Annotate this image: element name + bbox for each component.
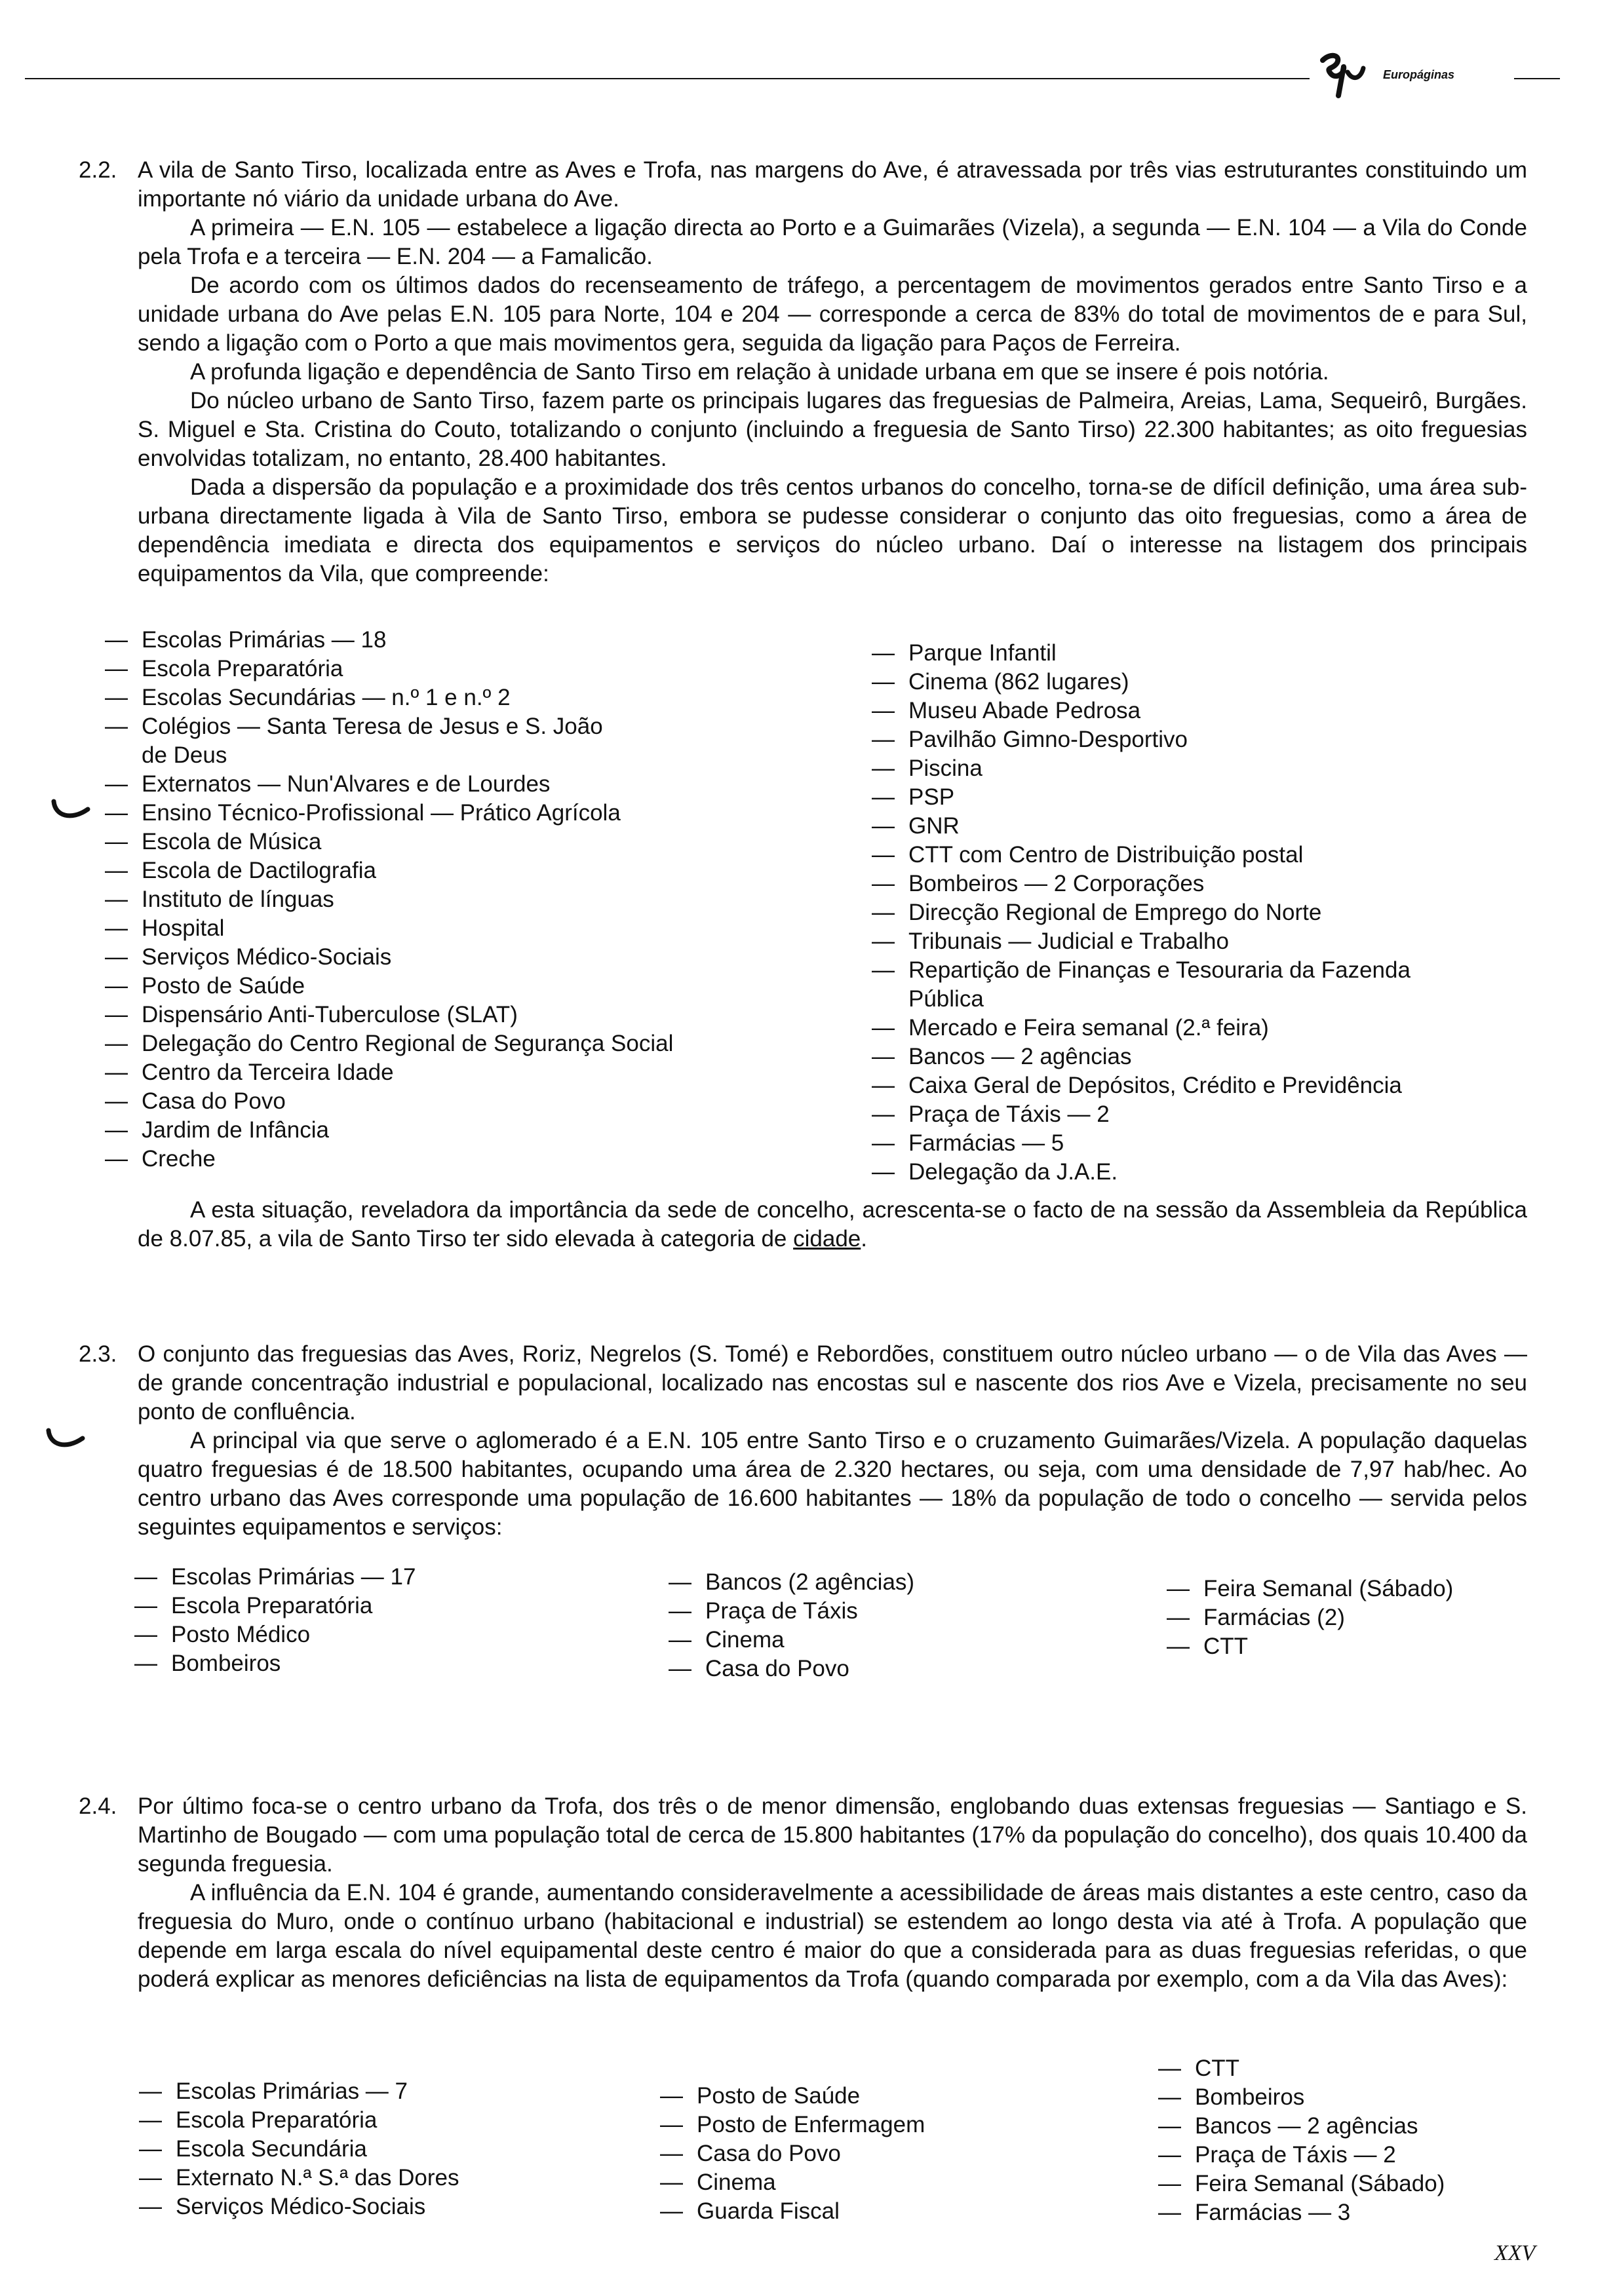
list-item: — Parque Infantil [872, 640, 1057, 666]
header-rule [25, 78, 1310, 79]
list-item: — Escola Preparatória [105, 656, 343, 681]
list-item: — Hospital [105, 915, 225, 941]
paragraph: A principal via que serve o aglomerado é a E.N. 105 entre Santo Tirso e o cruzamento Guimarães/Vizela. A população daquelas quatro freguesias é de 18.500 habitantes, ocupando uma área de 2.320 hectares, ou seja, com uma densidade de 7,97 hab/hec. Ao centro urbano das Aves corresponde uma população de 16.600 habitantes — 18% da população de todo o concelho — servida pelos seguintes equipamentos e serviços: [138, 1428, 1527, 1540]
list-item: — Colégios — Santa Teresa de Jesus e S. João [105, 714, 603, 739]
paragraph: O conjunto das freguesias das Aves, Roriz, Negrelos (S. Tomé) e Rebordões, constituem outro núcleo urbano — o de Vila das Aves — de grande concentração industrial e populacional, localizado nas encostas sul e nascente dos rios Ave e Vizela, precisamente no seu ponto de confluência. [138, 1341, 1527, 1425]
paragraph: A vila de Santo Tirso, localizada entre as Aves e Trofa, nas margens do Ave, é atravessada por três vias estruturantes constituindo um importante nó viário da unidade urbana do Ave. [138, 157, 1527, 212]
list-item: — Escola Preparatória [134, 1593, 373, 1618]
list-column [669, 1568, 914, 1683]
list-item: — Bombeiros — 2 Corporações [872, 871, 1205, 896]
list-item: — Dispensário Anti-Tuberculose (SLAT) [105, 1002, 518, 1027]
list-item: — Escola de Dactilografia [105, 858, 376, 883]
list-item: — CTT [1167, 1634, 1249, 1659]
paragraph: A profunda ligação e dependência de Santo Tirso em relação à unidade urbana em que se insere é pois notória. [190, 359, 1329, 385]
list-item: — Guarda Fiscal [660, 2198, 840, 2224]
paragraph: A influência da E.N. 104 é grande, aumentando consideravelmente a acessibilidade de áreas mais distantes a este centro, caso da freguesia do Muro, onde o contínuo urbano (habitacional e industrial) se estendem ao longo desta via até à Trofa. A população que depende em larga escala do nível equipamental deste centro é maior do que a considerada para as duas freguesias referidas, o que poderá explicar as menores deficiências na lista de equipamentos da Trofa (quando comparada por exemplo, com a da Vila das Aves): [138, 1880, 1527, 1992]
list-item: — Praça de Táxis [669, 1598, 858, 1624]
list-item: — Casa do Povo [669, 1656, 849, 1681]
section-number: 2.3. [79, 1341, 117, 1367]
list-item: — Posto de Enfermagem [660, 2112, 925, 2137]
list-item: — Tribunais — Judicial e Trabalho [872, 928, 1229, 954]
list-item: — Cinema [660, 2170, 776, 2195]
list-item: — Farmácias (2) [1167, 1605, 1345, 1630]
paragraph: Dada a dispersão da população e a proximidade dos três centos urbanos do concelho, torna-se de difícil definição, uma área sub-urbana directamente ligada à Vila de Santo Tirso, embora se pudesse considerar o conjunto das oito freguesias, como a área de dependência imediata e directa dos equipamentos e serviços do núcleo urbano. Daí o interesse na listagem dos principais equipamentos da Vila, que compreende: [138, 474, 1527, 586]
section-number: 2.4. [79, 1793, 117, 1819]
section-number: 2.2. [79, 157, 117, 183]
list-item: — Bombeiros [134, 1651, 281, 1676]
list-item: — Pavilhão Gimno-Desportivo [872, 727, 1188, 752]
list-item-continuation: Pública [908, 986, 984, 1012]
section-2-4 [79, 1792, 1527, 1994]
list-column [134, 1563, 416, 1678]
list-item: — Mercado e Feira semanal (2.ª feira) [872, 1015, 1269, 1041]
list-item: — Casa do Povo [105, 1088, 286, 1114]
list-item: — Feira Semanal (Sábado) [1158, 2171, 1445, 2196]
paragraph: Por último foca-se o centro urbano da Trofa, dos três o de menor dimensão, englobando duas extensas freguesias — Santiago e S. Martinho de Bougado — com uma população total de cerca de 15.800 habitantes (17% da população do concelho), dos quais 10.400 da segunda freguesia. [138, 1793, 1527, 1877]
list-item: — Bombeiros [1158, 2084, 1305, 2110]
list-item: — Delegação da J.A.E. [872, 1159, 1118, 1185]
section-2-2-closing [79, 1196, 1527, 1253]
list-item: — Externatos — Nun'Alvares e de Lourdes [105, 771, 551, 797]
list-item: — Delegação do Centro Regional de Segurança Social [105, 1031, 674, 1056]
list-item: — CTT [1158, 2056, 1240, 2081]
list-item: — Escola Secundária [139, 2136, 367, 2162]
list-item: — Museu Abade Pedrosa [872, 698, 1141, 723]
header-rule-tail [1514, 78, 1560, 79]
list-item: — Farmácias — 5 [872, 1130, 1064, 1156]
margin-check-mark-icon [46, 1425, 85, 1451]
list-item: — Feira Semanal (Sábado) [1167, 1576, 1454, 1601]
list-column-right [872, 639, 1411, 1187]
section-2-3 [79, 1340, 1527, 1542]
list-item: — Posto de Saúde [105, 973, 305, 999]
list-column [139, 2077, 459, 2221]
list-item: — Posto de Saúde [660, 2083, 861, 2109]
list-column [1158, 2054, 1445, 2227]
list-item: — Escolas Secundárias — n.º 1 e n.º 2 [105, 685, 511, 710]
list-item: — Caixa Geral de Depósitos, Crédito e Previdência [872, 1073, 1402, 1098]
list-item: — Bancos — 2 agências [1158, 2113, 1418, 2139]
page-number: XXV [1494, 2241, 1536, 2265]
section-2-2 [79, 156, 1527, 588]
list-item: — Repartição de Finanças e Tesouraria da Fazenda [872, 957, 1411, 983]
list-item: — Ensino Técnico-Profissional — Prático Agrícola [105, 800, 621, 826]
list-item: — PSP [872, 784, 955, 810]
list-column-left [105, 626, 673, 1174]
list-item: — Externato N.ª S.ª das Dores [139, 2165, 459, 2191]
list-item: — Casa do Povo [660, 2141, 841, 2166]
list-item: — Creche [105, 1146, 216, 1172]
list-item: — Escolas Primárias — 17 [134, 1564, 416, 1590]
list-item: — Serviços Médico-Sociais [139, 2194, 426, 2219]
list-item: — Piscina [872, 756, 983, 781]
list-item: — Serviços Médico-Sociais [105, 944, 392, 970]
list-item: — Escolas Primárias — 7 [139, 2078, 408, 2104]
list-item: — Praça de Táxis — 2 [872, 1101, 1110, 1127]
publisher-logo-icon [1311, 41, 1370, 100]
underlined-word: cidade [793, 1226, 861, 1252]
list-item: — Cinema [669, 1627, 785, 1653]
paragraph: De acordo com os últimos dados do recenseamento de tráfego, a percentagem de movimentos gerados entre Santo Tirso e a unidade urbana do Ave pelas E.N. 105 para Norte, 104 e 204 — corresponde a cerca de 83% do total de movimentos de e para Sul, sendo a ligação com o Porto a que mais movimentos gera, seguida da ligação para Paços de Ferreira. [138, 273, 1527, 356]
equipment-list-trofa [139, 2054, 1515, 2238]
paragraph: A esta situação, reveladora da importância da sede de concelho, acrescenta-se o facto de na sessão da Assembleia da República de 8.07.85, a vila de Santo Tirso ter sido elevada à categoria de cidade. [138, 1197, 1527, 1252]
list-item: — GNR [872, 813, 960, 839]
list-item: — Praça de Táxis — 2 [1158, 2142, 1396, 2168]
list-column [1167, 1575, 1453, 1661]
list-item: — Escola Preparatória [139, 2107, 378, 2133]
brand-name: Europáginas [1383, 68, 1455, 81]
list-item: — Bancos — 2 agências [872, 1044, 1132, 1069]
list-item: — Escola de Música [105, 829, 322, 854]
paragraph: A primeira — E.N. 105 — estabelece a ligação directa ao Porto e a Guimarães (Vizela), a segunda — E.N. 104 — a Vila do Conde pela Trofa e a terceira — E.N. 204 — a Famalicão. [138, 215, 1527, 269]
list-item: — CTT com Centro de Distribuição postal [872, 842, 1304, 868]
list-item: — Farmácias — 3 [1158, 2200, 1351, 2225]
paragraph: Do núcleo urbano de Santo Tirso, fazem parte os principais lugares das freguesias de Palmeira, Areias, Lama, Sequeirô, Burgães. S. Miguel e Sta. Cristina do Couto, totalizando o conjunto (incluindo a freguesia de Santo Tirso) 22.300 habitantes; as oito freguesias envolvidas totalizam, no entanto, 28.400 habitantes. [138, 388, 1527, 471]
equipment-list-santo-tirso [105, 626, 1547, 1185]
list-item: — Jardim de Infância [105, 1117, 329, 1143]
list-item: — Direcção Regional de Emprego do Norte [872, 900, 1322, 925]
margin-check-mark-icon [51, 796, 90, 822]
list-item: — Instituto de línguas [105, 887, 334, 912]
equipment-list-vila-das-aves [134, 1563, 1511, 1694]
list-column [660, 2082, 925, 2226]
list-item: — Centro da Terceira Idade [105, 1060, 394, 1085]
list-item: — Cinema (862 lugares) [872, 669, 1129, 695]
list-item: — Bancos (2 agências) [669, 1569, 915, 1595]
list-item-continuation: de Deus [142, 742, 227, 768]
list-item: — Posto Médico [134, 1622, 311, 1647]
list-item: — Escolas Primárias — 18 [105, 627, 387, 653]
